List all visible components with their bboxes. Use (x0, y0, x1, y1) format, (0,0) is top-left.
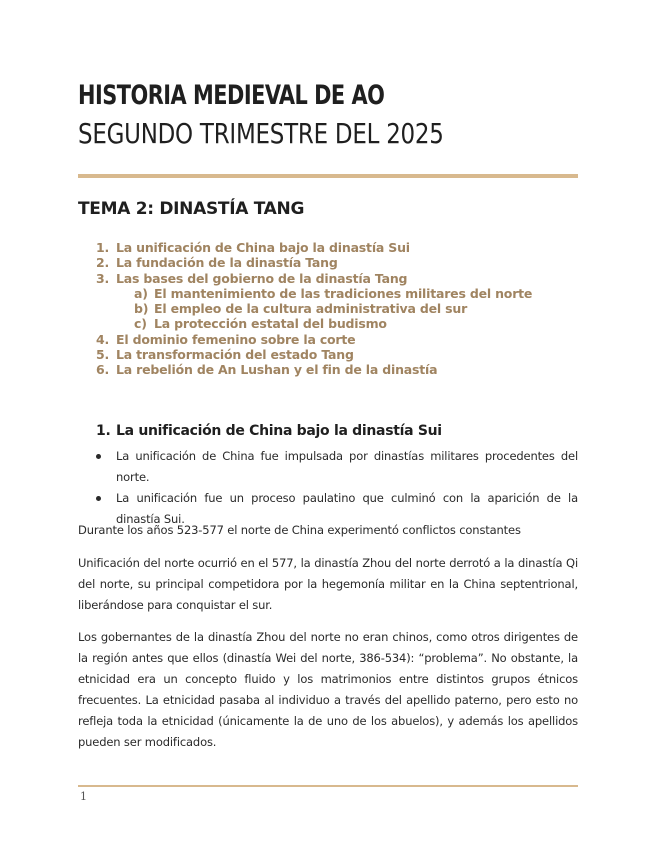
document-title: HISTORIA MEDIEVAL DE AO (78, 80, 385, 111)
body-paragraph: Unificación del norte ocurrió en el 577, la dinastía Zhou del norte derrotó a la dinastía Qi del norte, su principal competidora por la hegemonía militar en la China septentrional, liberándose para conquistar el sur. (78, 556, 578, 612)
toc-subitem: b) El empleo de la cultura administrativa del sur (134, 301, 468, 317)
body-paragraph: Durante los años 523-577 el norte de China experimentó conflictos constantes (78, 523, 521, 537)
toc-item: 2. La fundación de la dinastía Tang (96, 255, 338, 271)
toc-item: 1. La unificación de China bajo la dinastía Sui (96, 240, 410, 255)
toc-item: 3. Las bases del gobierno de la dinastía Tang (96, 270, 408, 286)
document-subtitle: SEGUNDO TRIMESTRE DEL 2025 (78, 117, 444, 150)
toc-subitem: c) La protección estatal del budismo (134, 316, 387, 332)
toc-item: 6. La rebelión de An Lushan y el fin de la dinastía (96, 362, 438, 378)
body-paragraph: Los gobernantes de la dinastía Zhou del norte no eran chinos, como otros dirigentes de la región antes que ellos (dinastía Wei del norte, 386-534): “problema”. No obstante, la etnicidad era un concepto fluido y los matrimonios entre distintos grupos étnicos frecuentes. La etnicidad pasaba al individuo a través del apellido paterno, pero esto no refleja toda la etnicidad (únicamente la de uno de los abuelos), y además los apellidos pueden ser modificados. (78, 630, 578, 749)
bullet-list (96, 446, 578, 530)
bullet-item: La unificación fue un proceso paulatino que culminó con la aparición de la dinastía Sui. (96, 488, 578, 530)
page-number: 1 (80, 790, 87, 803)
bullet-item: La unificación de China fue impulsada por dinastías militares procedentes del norte. (96, 446, 578, 488)
toc-item: 5. La transformación del estado Tang (96, 347, 354, 363)
bullet-icon (96, 454, 101, 459)
table-of-contents (96, 240, 576, 378)
toc-subitem: a) El mantenimiento de las tradiciones militares del norte (134, 285, 533, 301)
footer-divider (78, 785, 578, 787)
section-heading: 1. La unificación de China bajo la dinastía Sui (96, 423, 442, 439)
header-divider (78, 174, 578, 178)
toc-item: 4. El dominio femenino sobre la corte (96, 331, 356, 347)
bullet-icon (96, 496, 101, 501)
topic-title: TEMA 2: DINASTÍA TANG (78, 199, 305, 219)
